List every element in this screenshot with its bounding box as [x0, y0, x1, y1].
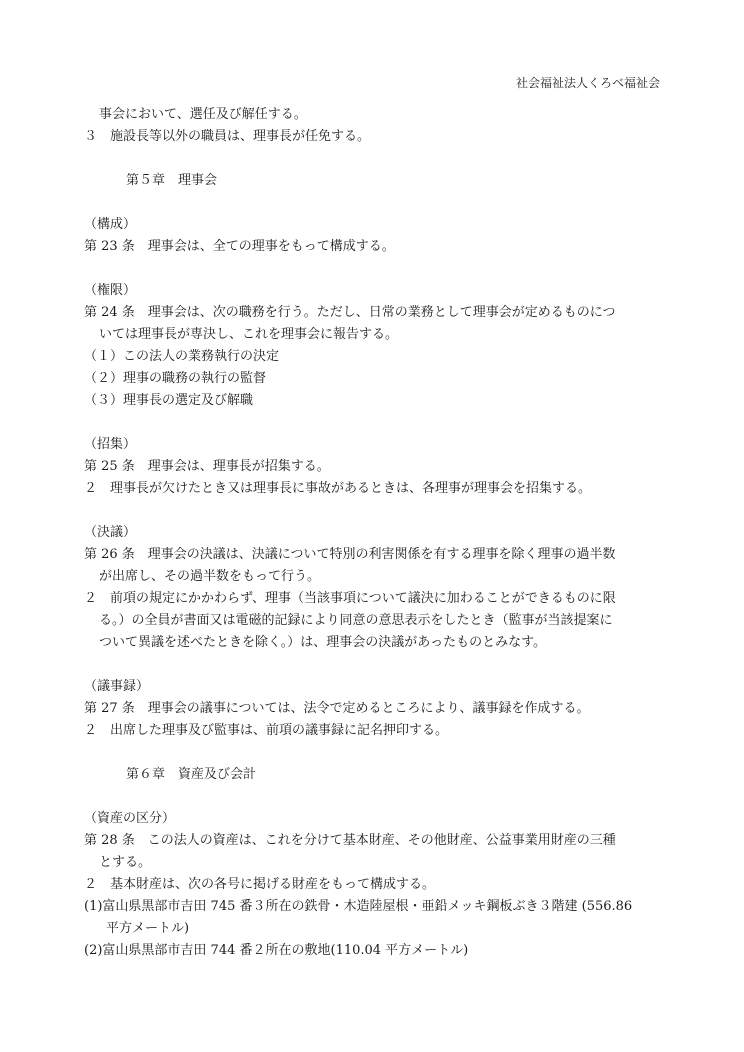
text-line: 第 28 条 この法人の資産は、これを分けて基本財産、その他財産、公益事業用財産の三種: [84, 833, 616, 848]
list-item: (2)富山県黒部市吉田 744 番２所在の敷地(110.04 平方メートル): [84, 943, 469, 958]
chapter-heading: 第５章 理事会: [126, 173, 218, 188]
text-line: ２ 前項の規定にかかわらず、理事（当該事項について議決に加わることができるものに限: [84, 591, 616, 606]
text-line: とする。: [99, 855, 152, 870]
text-line: 第 27 条 理事会の議事については、法令で定めるところにより、議事録を作成する。: [84, 701, 590, 716]
text-line: 第 25 条 理事会は、理事長が招集する。: [84, 459, 330, 474]
list-item: (1)富山県黒部市吉田 745 番３所在の鉄骨・木造陸屋根・亜鉛メッキ鋼板ぶき３階建 (556.86: [84, 899, 633, 914]
text-line: が出席し、その過半数をもって行う。: [99, 569, 321, 584]
text-line: る。）の全員が書面又は電磁的記録により同意の意思表示をしたとき（監事が当該提案に: [99, 613, 613, 628]
text-line: ２ 出席した理事及び監事は、前項の議事録に記名押印する。: [84, 723, 449, 738]
document-body: [84, 104, 666, 962]
text-line: 第 23 条 理事会は、全ての理事をもって構成する。: [84, 239, 395, 254]
chapter-heading: 第６章 資産及び会計: [126, 767, 257, 782]
list-item: （１）この法人の業務執行の決定: [84, 349, 280, 364]
article-caption: （議事録）: [84, 679, 150, 694]
article-caption: （決議）: [84, 525, 137, 540]
text-line: 事会において、選任及び解任する。: [99, 107, 307, 122]
article-caption: （招集）: [84, 437, 137, 452]
text-line: ２ 基本財産は、次の各号に掲げる財産をもって構成する。: [84, 877, 436, 892]
header-organization: 社会福祉法人くろべ福祉会: [515, 76, 660, 90]
text-line: 第 26 条 理事会の決議は、決議について特別の利害関係を有する理事を除く理事の過半数: [84, 547, 616, 562]
list-item: （３）理事長の選定及び解職: [84, 393, 254, 408]
list-item: （２）理事の職務の執行の監督: [84, 371, 267, 386]
text-line: 平方メートル): [106, 921, 190, 936]
article-caption: （資産の区分）: [84, 811, 176, 826]
article-caption: （権限）: [84, 283, 137, 298]
text-line: いては理事長が専決し、これを理事会に報告する。: [99, 327, 399, 342]
text-line: ３ 施設長等以外の職員は、理事長が任免する。: [84, 129, 371, 144]
text-line: 第 24 条 理事会は、次の職務を行う。ただし、日常の業務として理事会が定めるものにつ: [84, 305, 616, 320]
article-caption: （構成）: [84, 217, 137, 232]
text-line: ２ 理事長が欠けたとき又は理事長に事故があるときは、各理事が理事会を招集する。: [84, 481, 592, 496]
text-line: ついて異議を述べたときを除く。）は、理事会の決議があったものとみなす。: [99, 635, 547, 650]
